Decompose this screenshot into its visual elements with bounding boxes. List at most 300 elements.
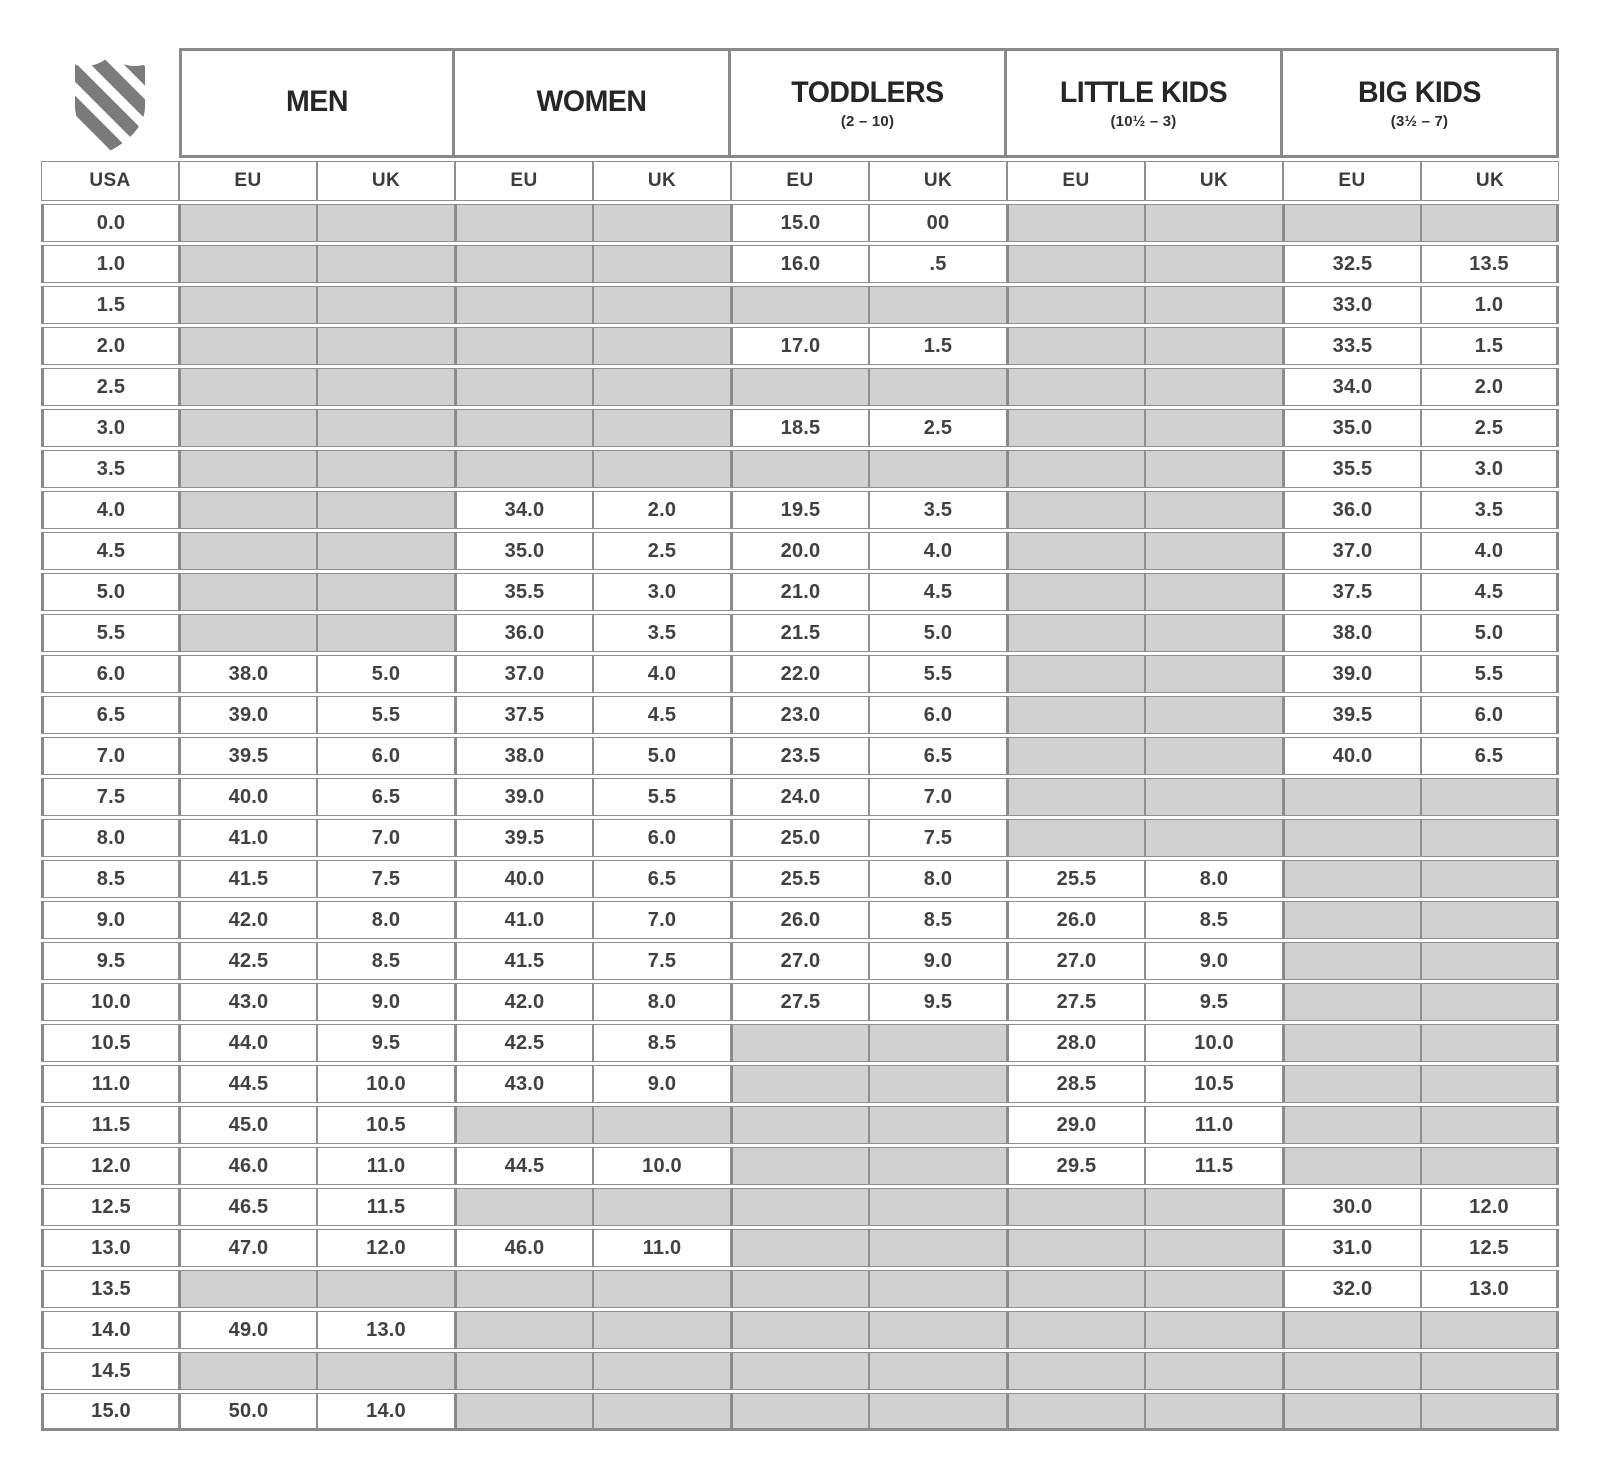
- size-row-usa-4.0: [41, 491, 1559, 529]
- usa-size-cell: 13.0: [41, 1229, 179, 1267]
- usa-size-cell: 11.0: [41, 1065, 179, 1103]
- size-cell: 43.0: [179, 983, 317, 1021]
- size-cell: 37.5: [1283, 573, 1421, 611]
- empty-size-cell: [1007, 655, 1145, 693]
- usa-size-cell: 7.5: [41, 778, 179, 816]
- empty-size-cell: [869, 1311, 1007, 1349]
- size-cell: 39.5: [1283, 696, 1421, 734]
- empty-size-cell: [1007, 204, 1145, 242]
- empty-size-cell: [455, 1393, 593, 1431]
- empty-size-cell: [1421, 1352, 1559, 1390]
- empty-size-cell: [1145, 614, 1283, 652]
- size-row-usa-1.5: [41, 286, 1559, 324]
- size-cell: 27.5: [731, 983, 869, 1021]
- empty-size-cell: [1145, 655, 1283, 693]
- size-cell: 5.0: [317, 655, 455, 693]
- size-cell: 29.0: [1007, 1106, 1145, 1144]
- size-cell: 11.5: [1145, 1147, 1283, 1185]
- group-header-women: [455, 48, 731, 158]
- size-cell: 42.5: [179, 942, 317, 980]
- size-cell: 21.5: [731, 614, 869, 652]
- empty-size-cell: [179, 614, 317, 652]
- size-cell: 33.0: [1283, 286, 1421, 324]
- empty-size-cell: [593, 368, 731, 406]
- empty-size-cell: [1007, 450, 1145, 488]
- empty-size-cell: [593, 1270, 731, 1308]
- empty-size-cell: [1007, 819, 1145, 857]
- size-cell: 21.0: [731, 573, 869, 611]
- size-cell: 13.5: [1421, 245, 1559, 283]
- size-cell: 5.5: [317, 696, 455, 734]
- empty-size-cell: [593, 1393, 731, 1431]
- size-row-usa-11.0: [41, 1065, 1559, 1103]
- usa-size-cell: 11.5: [41, 1106, 179, 1144]
- size-cell: 18.5: [731, 409, 869, 447]
- size-cell: 45.0: [179, 1106, 317, 1144]
- size-cell: 5.5: [869, 655, 1007, 693]
- empty-size-cell: [1283, 1106, 1421, 1144]
- size-cell: 5.0: [593, 737, 731, 775]
- size-row-usa-2.5: [41, 368, 1559, 406]
- empty-size-cell: [593, 286, 731, 324]
- size-cell: 39.0: [1283, 655, 1421, 693]
- group-label: BIG KIDS: [1358, 76, 1481, 109]
- size-cell: 8.0: [593, 983, 731, 1021]
- size-cell: 32.0: [1283, 1270, 1421, 1308]
- size-cell: 30.0: [1283, 1188, 1421, 1226]
- empty-size-cell: [179, 1352, 317, 1390]
- empty-size-cell: [1283, 983, 1421, 1021]
- size-cell: 16.0: [731, 245, 869, 283]
- column-header-uk-2: UK: [317, 161, 455, 201]
- size-cell: 36.0: [1283, 491, 1421, 529]
- size-cell: 4.5: [869, 573, 1007, 611]
- empty-size-cell: [1421, 778, 1559, 816]
- column-header-eu-1: EU: [179, 161, 317, 201]
- size-cell: 23.0: [731, 696, 869, 734]
- empty-size-cell: [179, 245, 317, 283]
- usa-size-cell: 5.5: [41, 614, 179, 652]
- usa-size-cell: 15.0: [41, 1393, 179, 1431]
- size-cell: 15.0: [731, 204, 869, 242]
- empty-size-cell: [869, 1024, 1007, 1062]
- empty-size-cell: [731, 368, 869, 406]
- size-cell: 49.0: [179, 1311, 317, 1349]
- size-cell: 12.5: [1421, 1229, 1559, 1267]
- size-cell: 39.0: [179, 696, 317, 734]
- size-cell: 7.0: [869, 778, 1007, 816]
- empty-size-cell: [1145, 532, 1283, 570]
- column-header-uk-4: UK: [593, 161, 731, 201]
- empty-size-cell: [1007, 491, 1145, 529]
- size-cell: 47.0: [179, 1229, 317, 1267]
- column-header-eu-7: EU: [1007, 161, 1145, 201]
- size-cell: 11.0: [1145, 1106, 1283, 1144]
- empty-size-cell: [455, 1270, 593, 1308]
- size-cell: 8.5: [317, 942, 455, 980]
- size-cell: 38.0: [1283, 614, 1421, 652]
- empty-size-cell: [1007, 1311, 1145, 1349]
- empty-size-cell: [731, 1352, 869, 1390]
- empty-size-cell: [317, 1270, 455, 1308]
- empty-size-cell: [317, 491, 455, 529]
- empty-size-cell: [1145, 1352, 1283, 1390]
- size-cell: 1.5: [1421, 327, 1559, 365]
- empty-size-cell: [1421, 1024, 1559, 1062]
- empty-size-cell: [1283, 204, 1421, 242]
- empty-size-cell: [869, 286, 1007, 324]
- usa-size-cell: 8.5: [41, 860, 179, 898]
- size-cell: 9.0: [869, 942, 1007, 980]
- empty-size-cell: [593, 1188, 731, 1226]
- empty-size-cell: [1145, 368, 1283, 406]
- size-cell: 37.0: [455, 655, 593, 693]
- size-row-usa-9.5: [41, 942, 1559, 980]
- size-cell: 5.0: [1421, 614, 1559, 652]
- table-body: [41, 204, 1559, 1431]
- usa-size-cell: 0.0: [41, 204, 179, 242]
- empty-size-cell: [179, 491, 317, 529]
- empty-size-cell: [317, 368, 455, 406]
- empty-size-cell: [731, 1106, 869, 1144]
- empty-size-cell: [1421, 1065, 1559, 1103]
- size-cell: 27.0: [1007, 942, 1145, 980]
- empty-size-cell: [869, 1106, 1007, 1144]
- size-row-usa-7.0: [41, 737, 1559, 775]
- size-cell: 8.5: [869, 901, 1007, 939]
- size-cell: 23.5: [731, 737, 869, 775]
- size-cell: 6.0: [869, 696, 1007, 734]
- empty-size-cell: [731, 286, 869, 324]
- empty-size-cell: [1421, 204, 1559, 242]
- empty-size-cell: [1283, 901, 1421, 939]
- size-cell: 2.0: [593, 491, 731, 529]
- empty-size-cell: [455, 450, 593, 488]
- size-row-usa-2.0: [41, 327, 1559, 365]
- size-cell: 35.5: [455, 573, 593, 611]
- empty-size-cell: [1145, 245, 1283, 283]
- size-row-usa-13.0: [41, 1229, 1559, 1267]
- size-row-usa-5.5: [41, 614, 1559, 652]
- size-cell: 7.0: [317, 819, 455, 857]
- size-cell: 43.0: [455, 1065, 593, 1103]
- empty-size-cell: [179, 327, 317, 365]
- size-cell: 1.5: [869, 327, 1007, 365]
- empty-size-cell: [179, 532, 317, 570]
- size-cell: 44.5: [179, 1065, 317, 1103]
- size-cell: 31.0: [1283, 1229, 1421, 1267]
- size-cell: 10.0: [317, 1065, 455, 1103]
- size-cell: 28.5: [1007, 1065, 1145, 1103]
- column-header-row: [41, 161, 1559, 201]
- size-cell: 9.0: [317, 983, 455, 1021]
- empty-size-cell: [1283, 819, 1421, 857]
- size-cell: 26.0: [1007, 901, 1145, 939]
- size-cell: 8.0: [869, 860, 1007, 898]
- empty-size-cell: [455, 245, 593, 283]
- column-header-uk-10: UK: [1421, 161, 1559, 201]
- empty-size-cell: [1283, 1065, 1421, 1103]
- empty-size-cell: [731, 1311, 869, 1349]
- size-row-usa-0.0: [41, 204, 1559, 242]
- size-cell: 39.0: [455, 778, 593, 816]
- size-cell: 19.5: [731, 491, 869, 529]
- empty-size-cell: [317, 1352, 455, 1390]
- size-row-usa-4.5: [41, 532, 1559, 570]
- size-cell: 35.0: [1283, 409, 1421, 447]
- size-cell: 00: [869, 204, 1007, 242]
- empty-size-cell: [1145, 573, 1283, 611]
- empty-size-cell: [1145, 409, 1283, 447]
- size-cell: 29.5: [1007, 1147, 1145, 1185]
- group-label: WOMEN: [536, 84, 647, 118]
- empty-size-cell: [1283, 1024, 1421, 1062]
- size-cell: 8.0: [317, 901, 455, 939]
- size-cell: 3.0: [593, 573, 731, 611]
- usa-size-cell: 9.5: [41, 942, 179, 980]
- usa-size-cell: 14.5: [41, 1352, 179, 1390]
- size-row-usa-10.5: [41, 1024, 1559, 1062]
- size-row-usa-6.5: [41, 696, 1559, 734]
- empty-size-cell: [317, 532, 455, 570]
- size-cell: 42.0: [455, 983, 593, 1021]
- empty-size-cell: [869, 1188, 1007, 1226]
- size-cell: 4.0: [869, 532, 1007, 570]
- group-label: TODDLERS: [791, 76, 944, 109]
- empty-size-cell: [1283, 942, 1421, 980]
- empty-size-cell: [1007, 1188, 1145, 1226]
- size-cell: 9.0: [1145, 942, 1283, 980]
- empty-size-cell: [869, 1352, 1007, 1390]
- empty-size-cell: [455, 368, 593, 406]
- empty-size-cell: [1007, 1229, 1145, 1267]
- size-chart-wrap: [41, 45, 1559, 1434]
- size-cell: 12.0: [1421, 1188, 1559, 1226]
- empty-size-cell: [593, 204, 731, 242]
- empty-size-cell: [593, 1352, 731, 1390]
- size-cell: 9.5: [317, 1024, 455, 1062]
- usa-size-cell: 6.0: [41, 655, 179, 693]
- empty-size-cell: [455, 1311, 593, 1349]
- size-cell: 9.5: [1145, 983, 1283, 1021]
- size-row-usa-9.0: [41, 901, 1559, 939]
- empty-size-cell: [455, 1352, 593, 1390]
- size-row-usa-7.5: [41, 778, 1559, 816]
- size-cell: 41.0: [179, 819, 317, 857]
- size-cell: 41.0: [455, 901, 593, 939]
- group-header-toddlers: [731, 48, 1007, 158]
- column-header-usa-0: USA: [41, 161, 179, 201]
- empty-size-cell: [1421, 1393, 1559, 1431]
- empty-size-cell: [593, 1106, 731, 1144]
- size-cell: 1.0: [1421, 286, 1559, 324]
- size-cell: 6.5: [1421, 737, 1559, 775]
- usa-size-cell: 7.0: [41, 737, 179, 775]
- empty-size-cell: [1145, 450, 1283, 488]
- usa-size-cell: 1.5: [41, 286, 179, 324]
- column-header-eu-9: EU: [1283, 161, 1421, 201]
- empty-size-cell: [731, 1065, 869, 1103]
- empty-size-cell: [593, 1311, 731, 1349]
- empty-size-cell: [179, 204, 317, 242]
- size-cell: 2.5: [1421, 409, 1559, 447]
- size-cell: 20.0: [731, 532, 869, 570]
- usa-size-cell: 14.0: [41, 1311, 179, 1349]
- size-cell: 28.0: [1007, 1024, 1145, 1062]
- empty-size-cell: [1007, 778, 1145, 816]
- size-cell: 24.0: [731, 778, 869, 816]
- size-cell: 4.0: [1421, 532, 1559, 570]
- size-row-usa-10.0: [41, 983, 1559, 1021]
- size-cell: 7.5: [593, 942, 731, 980]
- size-row-usa-5.0: [41, 573, 1559, 611]
- empty-size-cell: [179, 1270, 317, 1308]
- empty-size-cell: [869, 368, 1007, 406]
- size-cell: 9.5: [869, 983, 1007, 1021]
- size-cell: 27.0: [731, 942, 869, 980]
- size-cell: 36.0: [455, 614, 593, 652]
- empty-size-cell: [1145, 1270, 1283, 1308]
- empty-size-cell: [869, 1393, 1007, 1431]
- size-cell: 35.0: [455, 532, 593, 570]
- empty-size-cell: [1421, 1311, 1559, 1349]
- size-cell: 17.0: [731, 327, 869, 365]
- size-row-usa-15.0: [41, 1393, 1559, 1431]
- size-cell: 26.0: [731, 901, 869, 939]
- empty-size-cell: [731, 1147, 869, 1185]
- empty-size-cell: [1007, 368, 1145, 406]
- size-cell: 4.5: [593, 696, 731, 734]
- empty-size-cell: [317, 286, 455, 324]
- size-cell: 50.0: [179, 1393, 317, 1431]
- size-cell: 6.5: [869, 737, 1007, 775]
- empty-size-cell: [1007, 532, 1145, 570]
- group-label: MEN: [286, 84, 348, 118]
- size-cell: 13.0: [317, 1311, 455, 1349]
- kswiss-shield-logo-icon: [41, 48, 179, 158]
- size-row-usa-3.0: [41, 409, 1559, 447]
- size-cell: 7.5: [317, 860, 455, 898]
- empty-size-cell: [317, 573, 455, 611]
- size-cell: 46.5: [179, 1188, 317, 1226]
- empty-size-cell: [1421, 983, 1559, 1021]
- usa-size-cell: 1.0: [41, 245, 179, 283]
- group-header-little-kids: [1007, 48, 1283, 158]
- empty-size-cell: [455, 327, 593, 365]
- empty-size-cell: [593, 450, 731, 488]
- usa-size-cell: 2.0: [41, 327, 179, 365]
- size-cell: 13.0: [1421, 1270, 1559, 1308]
- size-cell: 39.5: [179, 737, 317, 775]
- size-cell: 5.5: [1421, 655, 1559, 693]
- size-cell: 11.5: [317, 1188, 455, 1226]
- empty-size-cell: [1007, 573, 1145, 611]
- column-header-eu-3: EU: [455, 161, 593, 201]
- size-cell: 40.0: [179, 778, 317, 816]
- size-cell: 37.0: [1283, 532, 1421, 570]
- empty-size-cell: [455, 286, 593, 324]
- size-cell: 25.5: [731, 860, 869, 898]
- size-cell: 34.0: [455, 491, 593, 529]
- size-cell: 40.0: [455, 860, 593, 898]
- empty-size-cell: [1421, 1147, 1559, 1185]
- empty-size-cell: [455, 204, 593, 242]
- size-cell: 2.0: [1421, 368, 1559, 406]
- empty-size-cell: [1145, 327, 1283, 365]
- usa-size-cell: 13.5: [41, 1270, 179, 1308]
- empty-size-cell: [731, 1393, 869, 1431]
- usa-size-cell: 8.0: [41, 819, 179, 857]
- size-cell: 9.0: [593, 1065, 731, 1103]
- size-cell: 10.5: [317, 1106, 455, 1144]
- empty-size-cell: [179, 368, 317, 406]
- size-cell: 41.5: [455, 942, 593, 980]
- size-cell: 32.5: [1283, 245, 1421, 283]
- size-cell: 40.0: [1283, 737, 1421, 775]
- empty-size-cell: [1421, 942, 1559, 980]
- empty-size-cell: [1007, 1270, 1145, 1308]
- empty-size-cell: [1145, 819, 1283, 857]
- size-cell: 3.5: [1421, 491, 1559, 529]
- empty-size-cell: [869, 450, 1007, 488]
- empty-size-cell: [1283, 1352, 1421, 1390]
- group-header-men: [179, 48, 455, 158]
- empty-size-cell: [1145, 1188, 1283, 1226]
- empty-size-cell: [1007, 1352, 1145, 1390]
- size-cell: 38.0: [179, 655, 317, 693]
- empty-size-cell: [731, 1270, 869, 1308]
- size-cell: 25.0: [731, 819, 869, 857]
- usa-size-cell: 10.0: [41, 983, 179, 1021]
- size-cell: 8.5: [1145, 901, 1283, 939]
- size-cell: 7.5: [869, 819, 1007, 857]
- empty-size-cell: [455, 1106, 593, 1144]
- empty-size-cell: [317, 245, 455, 283]
- size-cell: 6.5: [593, 860, 731, 898]
- empty-size-cell: [731, 1024, 869, 1062]
- size-row-usa-3.5: [41, 450, 1559, 488]
- size-cell: 10.5: [1145, 1065, 1283, 1103]
- size-cell: 6.0: [593, 819, 731, 857]
- empty-size-cell: [179, 409, 317, 447]
- size-row-usa-14.5: [41, 1352, 1559, 1390]
- empty-size-cell: [869, 1270, 1007, 1308]
- size-row-usa-12.5: [41, 1188, 1559, 1226]
- usa-size-cell: 5.0: [41, 573, 179, 611]
- empty-size-cell: [1145, 1229, 1283, 1267]
- size-row-usa-13.5: [41, 1270, 1559, 1308]
- empty-size-cell: [1145, 778, 1283, 816]
- size-cell: 3.5: [869, 491, 1007, 529]
- size-cell: 10.0: [593, 1147, 731, 1185]
- empty-size-cell: [1283, 860, 1421, 898]
- size-cell: 2.5: [593, 532, 731, 570]
- group-header-big-kids: [1283, 48, 1559, 158]
- size-cell: 46.0: [179, 1147, 317, 1185]
- empty-size-cell: [1007, 245, 1145, 283]
- empty-size-cell: [179, 450, 317, 488]
- empty-size-cell: [1007, 737, 1145, 775]
- group-subtitle: (10½ – 3): [1110, 113, 1177, 130]
- empty-size-cell: [1007, 327, 1145, 365]
- size-cell: 33.5: [1283, 327, 1421, 365]
- usa-size-cell: 12.5: [41, 1188, 179, 1226]
- size-cell: 8.5: [593, 1024, 731, 1062]
- empty-size-cell: [1283, 1393, 1421, 1431]
- empty-size-cell: [1421, 901, 1559, 939]
- usa-size-cell: 6.5: [41, 696, 179, 734]
- size-row-usa-8.0: [41, 819, 1559, 857]
